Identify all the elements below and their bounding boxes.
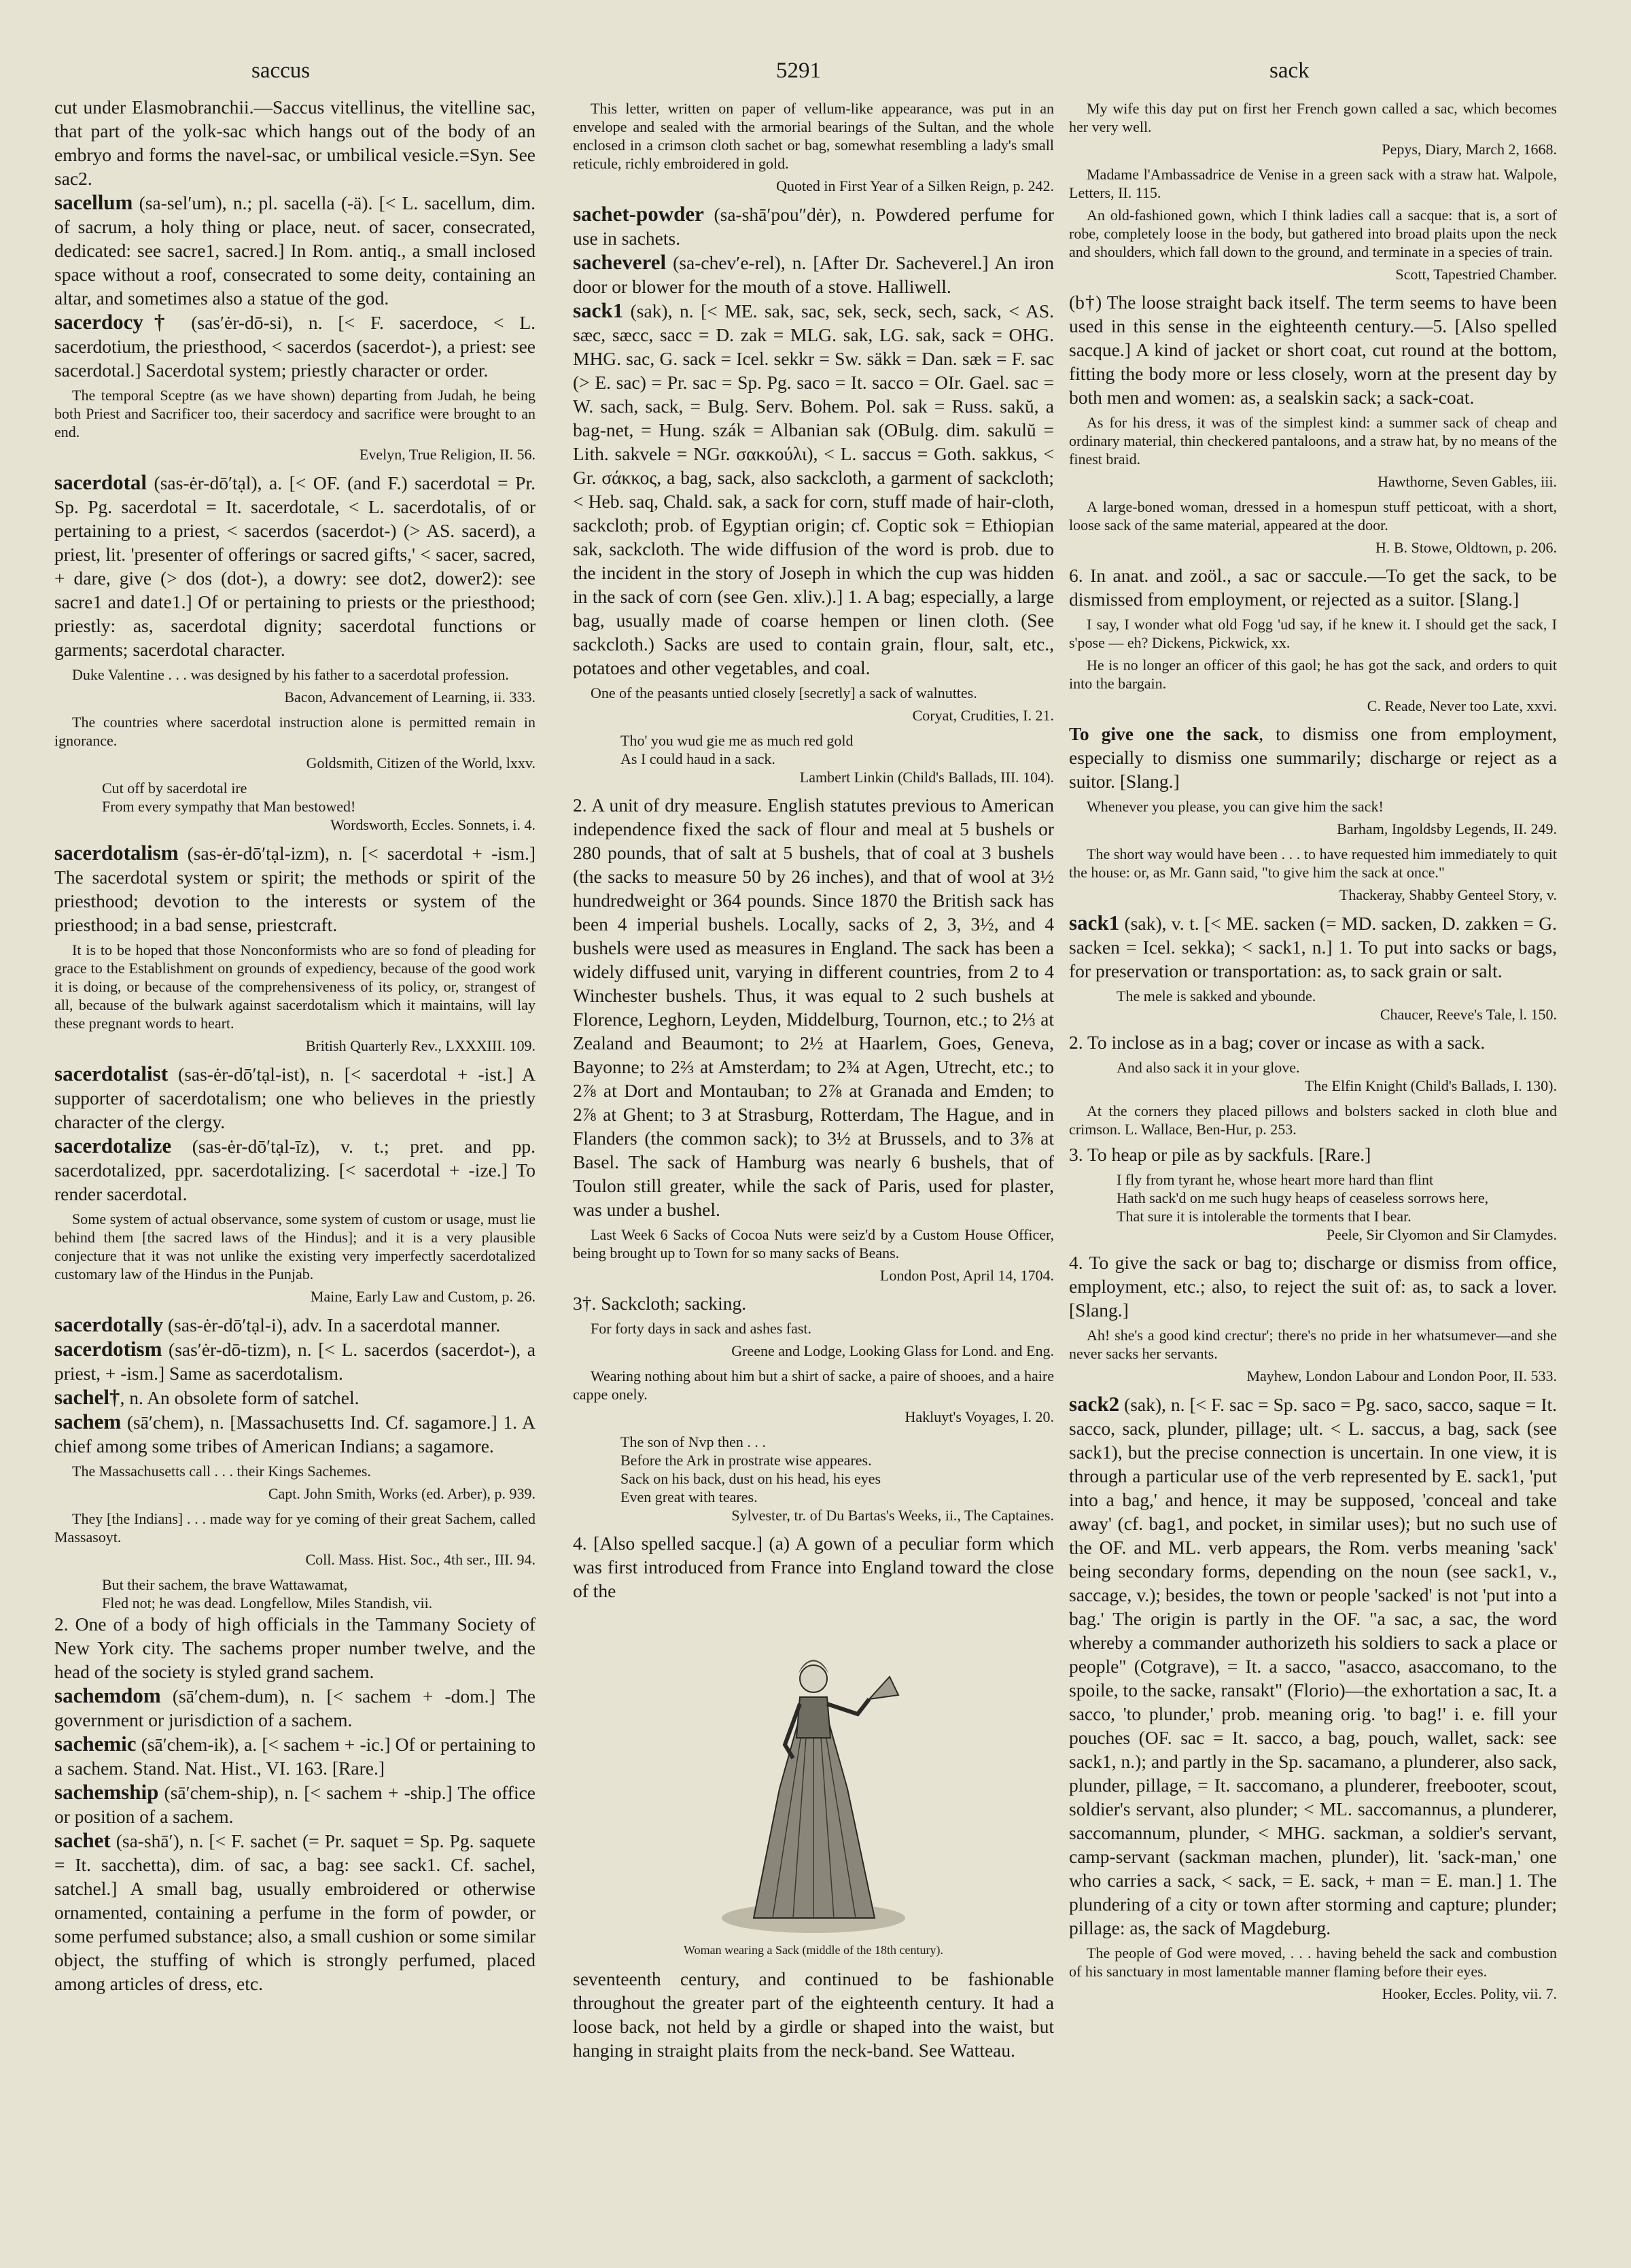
citation: Mayhew, London Labour and London Poor, II. 533. bbox=[1246, 1367, 1557, 1384]
headword: sacerdotal bbox=[54, 470, 147, 494]
dictionary-entry bbox=[573, 250, 1054, 298]
definition-text: (sas′ėr-dō-tizm), n. [< L. sacerdos (sacerdot-), a priest, + -ism.] Same as sacerdotalism. bbox=[54, 1339, 536, 1384]
definition-text: (sā′chem-dum), n. [< sachem + -dom.] The government or jurisdiction of a sachem. bbox=[54, 1686, 536, 1730]
citation: H. B. Stowe, Oldtown, p. 206. bbox=[1375, 539, 1557, 556]
citation: Maine, Early Law and Custom, p. 26. bbox=[310, 1288, 536, 1305]
definition-text: (sas′ėr-dō-si), n. [< F. sacerdoce, < L. sacerdotium, the priesthood, < sacerdos (sacerdot-), a priest: see sacerdotal.] Sacerdotal system; priestly character or order. bbox=[54, 312, 536, 381]
dictionary-entry bbox=[1069, 722, 1557, 793]
definition-text: (sas-ėr-dō′tạl-īz), v. t.; pret. and pp. sacerdotalized, ppr. sacerdotalizing. [< sacerdotal + -ize.] To render sacerdotal. bbox=[54, 1136, 536, 1204]
citation: Quoted in First Year of a Silken Reign, p. 242. bbox=[776, 177, 1054, 194]
headword: sacerdotism bbox=[54, 1337, 162, 1361]
quotation: I say, I wonder what old Fogg 'ud say, if he knew it. I should get the sack, I s'pose — eh? Dickens, Pickwick, xx. bbox=[1069, 616, 1557, 651]
definition-text: 4. To give the sack or bag to; discharge or dismiss from office, employment, etc.; also, to reject the suit of: as, to sack a lover. [Slang.] bbox=[1069, 1252, 1557, 1321]
verse-quotation: Tho' you wud gie me as much red gold As I could haud in a sack. bbox=[620, 732, 854, 767]
definition-text: cut under Elasmobranchii.—Saccus vitellinus, the vitelline sac, that part of the yolk-sac which hangs out of the body of an embryo and forms the navel-sac, or umbilical vesicle.=Syn. See sac2. bbox=[54, 97, 536, 189]
definition-text: , to dismiss one from employment, especially to dismiss one summarily; discharge or reject as a suitor. [Slang.] bbox=[1069, 723, 1557, 792]
definition-text: 2. To inclose as in a bag; cover or incase as with a sack. bbox=[1069, 1032, 1486, 1053]
quotation: They [the Indians] . . . made way for ye coming of their great Sachem, called Massasoyt. bbox=[54, 1510, 536, 1546]
citation: Coll. Mass. Hist. Soc., 4th ser., III. 94. bbox=[305, 1551, 536, 1568]
definition-text: (sas-ėr-dō′tạl-ist), n. [< sacerdotal + -ist.] A supporter of sacerdotalism; one who believes in the priestly character of the clergy. bbox=[54, 1064, 536, 1132]
dictionary-entry bbox=[54, 470, 536, 661]
running-head-left: saccus bbox=[251, 58, 311, 83]
dictionary-entry bbox=[54, 310, 536, 382]
quotation: Duke Valentine . . . was designed by his father to a sacerdotal profession. bbox=[72, 666, 509, 683]
citation: Barham, Ingoldsby Legends, II. 249. bbox=[1337, 820, 1557, 837]
quotation: As for his dress, it was of the simplest kind: a summer sack of cheap and ordinary material, thin checkered pantaloons, and a straw hat, by no means of the finest braid. bbox=[1069, 414, 1557, 468]
definition-text: 6. In anat. and zoöl., a sac or saccule.—To get the sack, to be dismissed from employment, or rejected as a suitor. [Slang.] bbox=[1069, 565, 1557, 610]
quotation: Whenever you please, you can give him the sack! bbox=[1087, 798, 1384, 815]
quotation: For forty days in sack and ashes fast. bbox=[591, 1320, 812, 1337]
citation: British Quarterly Rev., LXXXIII. 109. bbox=[305, 1037, 536, 1054]
definition-text: (sa-sel′um), n.; pl. sacella (-ä). [< L. sacellum, dim. of sacrum, a holy thing or place, neut. of sacer, consecrated, dedicated: see sacre1, sacred.] In Rom. antiq., a small inclosed space without a roof, consecrated to some deity, containing an altar, and sometimes also a statue of the god. bbox=[54, 192, 536, 309]
headword: sacerdotalize bbox=[54, 1134, 172, 1157]
dictionary-entry bbox=[54, 1780, 536, 1828]
verse-quotation: The mele is sakked and ybounde. bbox=[1117, 988, 1316, 1005]
headword: sachemdom bbox=[54, 1683, 161, 1707]
citation: Pepys, Diary, March 2, 1668. bbox=[1382, 141, 1557, 158]
dictionary-entry bbox=[54, 1410, 536, 1458]
dictionary-entry bbox=[54, 190, 536, 310]
citation: The Elfin Knight (Child's Ballads, I. 130). bbox=[1304, 1077, 1557, 1094]
citation: Wordsworth, Eccles. Sonnets, i. 4. bbox=[330, 816, 536, 833]
citation: Greene and Lodge, Looking Glass for Lond. and Eng. bbox=[731, 1342, 1054, 1359]
citation: Hooker, Eccles. Polity, vii. 7. bbox=[1382, 1985, 1557, 2002]
dictionary-entry bbox=[1069, 1251, 1557, 1322]
headword: sack1 bbox=[1069, 911, 1120, 935]
definition-text: (sak), n. [< ME. sak, sac, sek, seck, sech, sack, < AS. sæc, sæcc, sacc = D. zak = MLG. sak, LG. sak, sack = OHG. MHG. sac, G. sack = Icel. sekkr = Sw. säkk = Dan. sæk = F. sac (> E. sac) = Pr. sac = Sp. Pg. saco = It. sacco = OIr. Gael. sac = W. sach, sack, = Bulg. Serv. Bohem. Pol. sak = Russ. sakŭ, a bag-net, = Hung. szák = Albanian sak (OBulg. dim. sakulŭ = Lith. sakvele = NGr. σακκούλι), < L. saccus = Goth. sakkus, < Gr. σάκκος, a bag, sack, also sackcloth, a garment of sackcloth; < Heb. saq, Chald. sak, a sack for corn, stuff made of hair-cloth, sackcloth; prob. of Egyptian origin; cf. Coptic sok = Ethiopian sak, sackcloth. The wide diffusion of the word is prob. due to the incident in the story of Joseph in which the cup was hidden in the sack of corn (see Gen. xliv.).] 1. A bag; especially, a large bag, usually made of coarse hempen or linen cloth. (See sackcloth.) Sacks are used to contain grain, flour, salt, etc., potatoes and other vegetables, and coal. bbox=[573, 300, 1054, 678]
verse-quotation: And also sack it in your glove. bbox=[1117, 1059, 1300, 1076]
quotation: The people of God were moved, . . . having beheld the sack and combustion of his sanctuary in most lamentable manner flaming before their eyes. bbox=[1069, 1944, 1557, 1980]
definition-text: 3†. Sackcloth; sacking. bbox=[573, 1293, 747, 1314]
citation: Capt. John Smith, Works (ed. Arber), p. 939. bbox=[268, 1485, 536, 1502]
dictionary-entry bbox=[54, 1732, 536, 1780]
page-number: 5291 bbox=[776, 58, 821, 83]
dictionary-entry bbox=[1069, 1392, 1557, 1940]
quotation: Ah! she's a good kind crectur'; there's no pride in her whatsumever—and she never sacks her servants. bbox=[1069, 1327, 1557, 1362]
quotation: An old-fashioned gown, which I think ladies call a sacque: that is, a sort of robe, completely loose in the body, but gathered into broad plaits upon the neck and shoulders, which fall down to the ground, and terminate in a species of train. bbox=[1069, 207, 1557, 260]
definition-text: (sā′chem), n. [Massachusetts Ind. Cf. sagamore.] 1. A chief among some tribes of American Indians; a sagamore. bbox=[54, 1412, 536, 1456]
definition-text: 2. A unit of dry measure. English statutes previous to American independence fixed the sack of flour and meal at 5 bushels or 280 pounds, that of salt at 5 bushels, that of coal at 3 bushels (the sacks to measure 50 by 26 inches), and that of wool at 3½ hundredweight or 364 pounds. Since 1870 the British sack has been 4 imperial bushels. Locally, sacks of 2, 3, 3½, and 4 bushels were used as measures in England. The sack has been a widely diffused unit, varying in different countries, from 2 to 4 Winchester bushels. Thus, it was equal to 2 such bushels at Florence, Leghorn, Leyden, Middelburg, Tournon, etc.; to 2⅓ at Zealand and Beaumont; to 2½ at Haarlem, Goes, Geneva, Bayonne; to 2⅔ at Amsterdam; to 2¾ at Agen, Utrecht, etc.; to 2⅞ at Dort and Montauban; to 2⅞ at Granada and Emden; to 2⅞ at Ghent; to 3 at Strasburg, Rotterdam, The Hague, and in Flanders (the common sack); to 3½ at Brussels, and to 3⅞ at Basel. The sack of Hamburg was nearly 6 bushels, that of Toulon still greater, while the sack of Paris, used for plaster, was under a bushel. bbox=[573, 795, 1054, 1220]
figure-caption: Woman wearing a Sack (middle of the 18th century). bbox=[684, 1943, 943, 1957]
definition-text: (b†) The loose straight back itself. The term seems to have been used in this sense in the eighteenth century.—5. [Also spelled sacque.] A kind of jacket or short coat, cut round at the bottom, fitting the body more or less closely, worn at the present day by both men and women: as, a sealskin sack; a sack-coat. bbox=[1069, 292, 1557, 408]
dictionary-entry bbox=[54, 841, 536, 937]
definition-text: (sas-ėr-dō′tạl-izm), n. [< sacerdotal + -ism.] The sacerdotal system or spirit; the methods or spirit of the priesthood; devotion to the interests or system of the priesthood; in a bad sense, priestcraft. bbox=[54, 843, 536, 935]
dictionary-entry bbox=[573, 793, 1054, 1221]
dictionary-entry bbox=[1069, 1030, 1557, 1054]
column-right bbox=[1069, 95, 1557, 2243]
quotation: This letter, written on paper of vellum-like appearance, was put in an envelope and sealed with the armorial bearings of the Sultan, and the whole enclosed in a crimson cloth sachet or bag, somewhat resembling a lady's small reticule, richly embroidered in gold. bbox=[573, 100, 1054, 172]
headword: sack2 bbox=[1069, 1392, 1120, 1416]
headword: sacerdotalist bbox=[54, 1062, 169, 1085]
quotation: Last Week 6 Sacks of Cocoa Nuts were seiz'd by a Custom House Officer, being brought up to Town for so many sacks of Beans. bbox=[573, 1226, 1054, 1261]
dictionary-entry bbox=[54, 1385, 536, 1410]
headword: sacerdocy† bbox=[54, 310, 176, 334]
headword: sachem bbox=[54, 1410, 122, 1433]
dictionary-entry bbox=[54, 95, 536, 190]
citation: Peele, Sir Clyomon and Sir Clamydes. bbox=[1326, 1226, 1557, 1243]
quotation: My wife this day put on first her French gown called a sac, which becomes her very well. bbox=[1069, 100, 1557, 135]
headword: sacerdotalism bbox=[54, 841, 179, 865]
citation: Hakluyt's Voyages, I. 20. bbox=[905, 1408, 1054, 1425]
quotation: He is no longer an officer of this gaol; he has got the sack, and orders to quit into the bargain. bbox=[1069, 657, 1557, 692]
headword: sachemic bbox=[54, 1732, 137, 1756]
dictionary-entry bbox=[54, 1683, 536, 1732]
dictionary-entry bbox=[54, 1312, 536, 1337]
headword: To give one the sack bbox=[1069, 723, 1259, 744]
headword: sachet-powder bbox=[573, 202, 704, 226]
quotation: Madame l'Ambassadrice de Venise in a green sack with a straw hat. Walpole, Letters, II. 115. bbox=[1069, 166, 1557, 201]
definition-text: 3. To heap or pile as by sackfuls. [Rare.] bbox=[1069, 1144, 1371, 1165]
definition-text: (sak), n. [< F. sac = Sp. saco = Pg. saco, sacco, saque = It. sacco, sack, plunder, pillage; ult. < L. saccus, a bag, sack (see sack1), but the precise connection is uncertain. In one view, it is through a particular use of the verb represented by E. sack1, 'put into a bag,' and hence, it may be supposed, 'conceal and take away' (cf. bag1, and pocket, in similar uses); but no such use of the OF. and ML. verb appears, the Rom. verbs meaning 'sack' being secondary forms, depending on the noun (see sack1, v., saccage, v.); besides, the town or people 'sacked' is not 'put into a bag.' The origin is partly in the OF. "a sac, a sac, the word whereby a commander authorizeth his soldiers to sack a place or people" (Cotgrave), = It. a sacco, "asacco, asaccomano, to the spoile, to the sacke, ransakt" (Florio)—the exhortation a sac, It. a sacco, 'to plunder,' prob. meaning orig. 'to bag!' i. e. fill your pouches (OF. sac = It. sacco, a bag, pouch, wallet, sack: see sack1, n.); and partly in the Sp. sacamano, a plunderer, also sack, plunder, pillage, = It. saccomano, a plunderer, freebooter, scout, soldier's servant, also plunder; < ML. saccomannus, a plunderer, saccomannum, plunder, < MHG. sackman, a soldier's servant, camp-servant (sackman machen, plunder), lit. 'sack-man,' one who carries a sack, < sack, = E. sack, + man = E. man.] 1. The plundering of a city or town after storming and capture; plunder; pillage: as, the sack of Magdeburg. bbox=[1069, 1394, 1557, 1938]
quotation: A large-boned woman, dressed in a homespun stuff petticoat, with a short, loose sack of the same material, appeared at the door. bbox=[1069, 498, 1557, 534]
quotation: The short way would have been . . . to have requested him immediately to quit the house: or, as Mr. Gann said, "to give him the sack at once." bbox=[1069, 845, 1557, 881]
woman-in-sack-illustration bbox=[712, 1619, 915, 1938]
dictionary-entry bbox=[573, 298, 1054, 680]
quotation: The temporal Sceptre (as we have shown) departing from Judah, he being both Priest and Sacrificer too, their sacerdocy and sacrifice were brought to an end. bbox=[54, 387, 536, 440]
quotation: At the corners they placed pillows and bolsters sacked in cloth blue and crimson. L. Wallace, Ben-Hur, p. 253. bbox=[1069, 1102, 1557, 1138]
column-left bbox=[54, 95, 536, 2243]
quotation: The countries where sacerdotal instruction alone is permitted remain in ignorance. bbox=[54, 714, 536, 749]
citation: Lambert Linkin (Child's Ballads, III. 104). bbox=[799, 769, 1054, 786]
column-middle bbox=[573, 95, 1054, 2243]
definition-text: (sas-ėr-dō′tạl), a. [< OF. (and F.) sacerdotal = Pr. Sp. Pg. sacerdotal = It. sacerdotale, < L. sacerdotalis, of or pertaining to a priest, < sacerdos (sacerdot-) (> AS. sacerd), a priest, lit. 'presenter of offerings or sacred gifts,' < sacer, sacred, + dare, give (> dos (dot-), a dowry: see dot2, dower2): see sacre1 and date1.] Of or pertaining to priests or the priesthood; priestly: as, sacerdotal dignity; sacerdotal functions or garments; sacerdotal character. bbox=[54, 472, 536, 660]
dictionary-entry bbox=[573, 1531, 1054, 1603]
dictionary-entry bbox=[1069, 290, 1557, 409]
dictionary-entry bbox=[54, 1612, 536, 1683]
citation: Scott, Tapestried Chamber. bbox=[1395, 266, 1557, 283]
headword: sacellum bbox=[54, 190, 133, 214]
citation: Bacon, Advancement of Learning, ii. 333. bbox=[284, 688, 536, 705]
quotation: Some system of actual observance, some system of custom or usage, must lie behind them [the sacred laws of the Hindus]; and it is a very plausible conjecture that it was not unlike the existing very imperfectly sacerdotalized customary law of the Hindus in the Punjab. bbox=[54, 1210, 536, 1283]
dictionary-entry bbox=[54, 1828, 536, 1995]
definition-text: (sas-ėr-dō′tạl-i), adv. In a sacerdotal manner. bbox=[163, 1314, 501, 1336]
headword: sachet bbox=[54, 1828, 111, 1852]
citation: Chaucer, Reeve's Tale, l. 150. bbox=[1380, 1006, 1557, 1023]
citation: Sylvester, tr. of Du Bartas's Weeks, ii., The Captaines. bbox=[731, 1507, 1054, 1524]
definition-text: , n. An obsolete form of satchel. bbox=[120, 1387, 359, 1408]
dictionary-entry bbox=[573, 1967, 1054, 2062]
dictionary-entry bbox=[573, 202, 1054, 250]
definition-text: 4. [Also spelled sacque.] (a) A gown of a peculiar form which was first introduced from France into England toward the close of the bbox=[573, 1533, 1054, 1601]
quotation: One of the peasants untied closely [secretly] a sack of walnuttes. bbox=[591, 684, 977, 701]
quotation: It is to be hoped that those Nonconformists who are so fond of pleading for grace to the Establishment on grounds of expediency, because of the good work it is doing, or because of the comprehensiveness of its policy, or, strangest of all, because of the bulwark against sacerdotalism which it maintains, will lay these pregnant words to heart. bbox=[54, 941, 536, 1032]
verse-quotation: I fly from tyrant he, whose heart more hard than flint Hath sack'd on me such hugy heaps of ceaseless sorrows here, That sure it is intolerable the torments that I bear. bbox=[1117, 1171, 1489, 1225]
dictionary-entry bbox=[573, 1291, 1054, 1315]
definition-text: 2. One of a body of high officials in the Tammany Society of New York city. The sachems proper number twelve, and the head of the society is styled grand sachem. bbox=[54, 1613, 536, 1682]
definition-text: (sā′chem-ship), n. [< sachem + -ship.] The office or position of a sachem. bbox=[54, 1782, 536, 1827]
definition-text: (sā′chem-ik), a. [< sachem + -ic.] Of or pertaining to a sachem. Stand. Nat. Hist., VI. 163. [Rare.] bbox=[54, 1734, 536, 1779]
headword: sacheverel bbox=[573, 250, 667, 274]
citation: C. Reade, Never too Late, xxvi. bbox=[1367, 697, 1557, 714]
verse-quotation: But their sachem, the brave Wattawamat, Fled not; he was dead. Longfellow, Miles Standish, vii. bbox=[102, 1576, 433, 1611]
verse-quotation: Cut off by sacerdotal ire From every sympathy that Man bestowed! bbox=[102, 780, 356, 815]
dictionary-entry bbox=[54, 1337, 536, 1385]
citation: Evelyn, True Religion, II. 56. bbox=[359, 446, 536, 463]
headword: sacerdotally bbox=[54, 1312, 164, 1336]
dictionary-entry bbox=[1069, 563, 1557, 611]
dictionary-entry bbox=[54, 1062, 536, 1134]
dictionary-entry bbox=[54, 1134, 536, 1206]
headword: sack1 bbox=[573, 298, 624, 322]
running-head-right: sack bbox=[1269, 58, 1310, 83]
citation: Thackeray, Shabby Genteel Story, v. bbox=[1339, 886, 1557, 903]
headword: sachel† bbox=[54, 1385, 120, 1409]
dictionary-entry bbox=[1069, 911, 1557, 983]
headword: sachemship bbox=[54, 1780, 159, 1804]
citation: London Post, April 14, 1704. bbox=[879, 1267, 1054, 1284]
figure bbox=[573, 1619, 1054, 1957]
dictionary-entry bbox=[1069, 1142, 1557, 1166]
citation: Hawthorne, Seven Gables, iii. bbox=[1378, 473, 1557, 490]
definition-text: (sak), v. t. [< ME. sacken (= MD. sacken, D. zakken = G. sacken = Icel. sekka); < sack1, n.] 1. To put into sacks or bags, for preservation or transportation: as, to sack grain or salt. bbox=[1069, 913, 1557, 981]
verse-quotation: The son of Nvp then . . . Before the Ark in prostrate wise appeares. Sack on his back, dust on his head, his eyes Even great with teares. bbox=[620, 1433, 881, 1505]
citation: Goldsmith, Citizen of the World, lxxv. bbox=[306, 754, 536, 771]
definition-text: (sa-chev′e-rel), n. [After Dr. Sacheverel.] An iron door or blower for the mouth of a stove. Halliwell. bbox=[573, 252, 1054, 297]
quotation: Wearing nothing about him but a shirt of sacke, a paire of shooes, and a haire cappe onely. bbox=[573, 1367, 1054, 1403]
quotation: The Massachusetts call . . . their Kings Sachemes. bbox=[72, 1463, 371, 1480]
definition-text: (sa-shā′pou″dėr), n. Powdered perfume for use in sachets. bbox=[573, 204, 1054, 249]
definition-text: seventeenth century, and continued to be fashionable throughout the greater part of the eighteenth century. It had a loose back, not held by a girdle or shaped into the waist, but hanging in straight plaits from the neck-band. See Watteau. bbox=[573, 1968, 1054, 2061]
citation: Coryat, Crudities, I. 21. bbox=[912, 707, 1054, 724]
definition-text: (sa-shā′), n. [< F. sachet (= Pr. saquet = Sp. Pg. saquete = It. sacchetta), dim. of sac, a bag: see sack1. Cf. sachel, satchel.] A small bag, usually embroidered or otherwise ornamented, containing a perfume in the form of powder, or some perfumed substance; also, a small cushion or some similar object, the stuffing of which is strongly perfumed, placed among articles of dress, etc. bbox=[54, 1830, 536, 1994]
